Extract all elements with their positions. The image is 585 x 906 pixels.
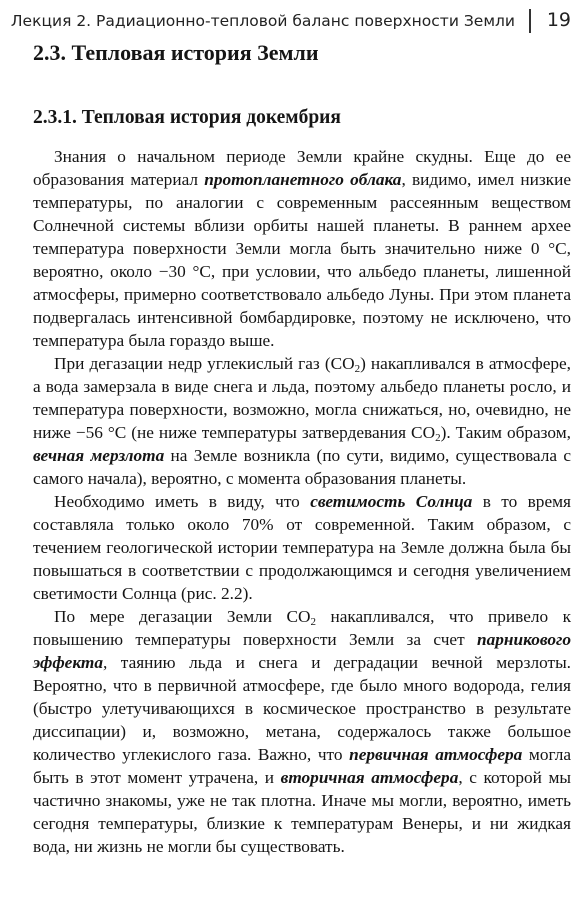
paragraph-1 [33,145,571,352]
subscript: 2 [354,363,361,375]
text-run: , с которой мы частично знакомы, уже не так плотна. Иначе мы могли, вероятно, иметь сегодня температуры, близкие к температурам Венеры, и ни жидкая вода, ни жизнь не могли бы существовать. [33,768,571,856]
subscript: 2 [310,616,317,628]
emphasis-term: вторичная атмосфера [280,768,459,787]
running-head-divider [529,9,531,33]
text-run: Знания о начальном периоде Земли крайне скудны. Еще до ее образования материал [33,147,571,189]
paragraph-4 [33,605,571,858]
subscript: 2 [435,432,441,444]
running-head-title: Лекция 2. Радиационно-тепловой баланс поверхности Земли [10,12,515,30]
subsection-title: 2.3.1. Тепловая история докембрия [33,107,341,128]
running-head [0,9,585,35]
text-run: По мере дегазации Земли СО [54,607,311,626]
text-run: могла быть в этот момент утрачена, и [33,745,572,787]
text-run: на Земле возникла (по сути, видимо, существовала с самого начала), вероятно, с момента образования планеты. [33,446,571,488]
emphasis-term: первичная атмосфера [349,745,523,764]
text-run: Необходимо иметь в виду, что [54,492,311,511]
paragraph-3 [33,490,571,605]
page-number: 19 [546,9,571,31]
emphasis-term: парникового эффекта [33,630,571,672]
section-title: 2.3. Тепловая история Земли [33,40,319,65]
emphasis-term: вечная мерзлота [33,446,165,465]
text-run: накапливался, что привело к повышению температуры поверхности Земли за счет [33,607,571,649]
emphasis-term: светимость Солнца [310,492,473,511]
text-run: , видимо, имел низкие температуры, по аналогии с современным рассеянным веществом Солнечной системы вблизи орбиты нашей планеты. В раннем архее температура поверхности Земли могла быть значительно ниже 0 °С, вероятно, около −30 °С, при условии, что альбедо планеты, лишенной атмосферы, примерно соответствовало альбедо Луны. При этом планета подвергалась интенсивной бомбардировке, поэтому не исключено, что температура была гораздо выше. [33,170,571,350]
body-text [33,145,571,858]
text-run: При дегазации недр углекислый газ (СО [54,354,355,373]
text-run: ) накапливался в атмосфере, а вода замерзала в виде снега и льда, поэтому альбедо планеты росло, и температура поверхности, возможно, могла снижаться, но, очевидно, не ниже −56 °С (не ниже температуры затвердевания СО [33,354,571,442]
paragraph-2 [33,352,571,490]
text-run: в то время составляла только около 70% от современной. Таким образом, с течением геологической истории температура на Земле должна была бы повышаться в соответствии с продолжающимся и сегодня увеличением светимости Солнца (рис. 2.2). [33,492,571,603]
emphasis-term: протопланетного облака [204,170,402,189]
text-run: ). Таким образом, [440,423,571,442]
text-run: , таянию льда и снега и деградации вечной мерзлоты. Вероятно, что в первичной атмосфере, где было много водорода, гелия (быстро улетучивающихся в космическое пространство в результате диссипации) и, возможно, метана, содержалось также большое количество углекислого газа. Важно, что [33,653,571,764]
